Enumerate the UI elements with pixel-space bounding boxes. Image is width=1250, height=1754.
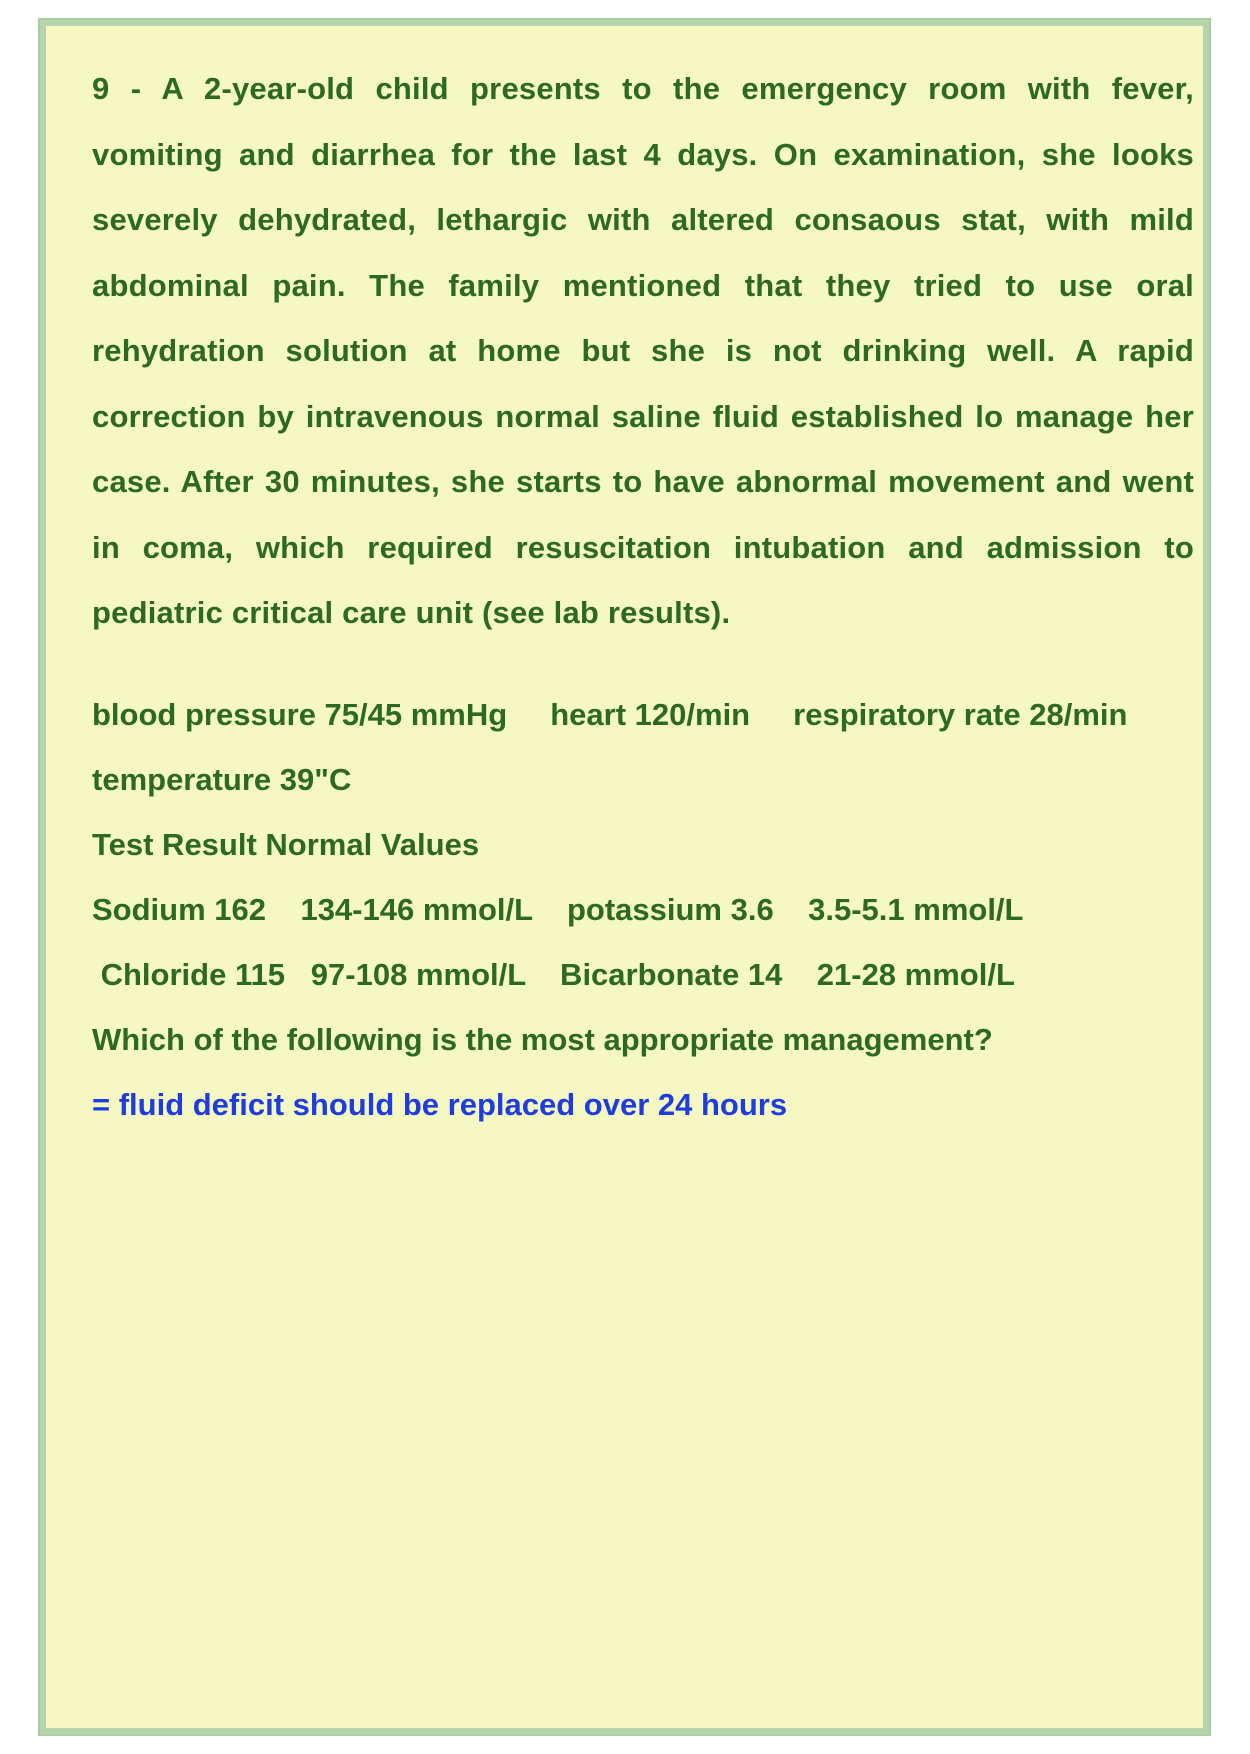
lab-row-2: Chloride 115 97-108 mmol/L Bicarbonate 14 21-28 mmol/L: [92, 956, 1015, 992]
lab-table-header: Test Result Normal Values: [92, 826, 480, 862]
question-card: [38, 18, 1211, 1736]
vitals-line-2: temperature 39"C: [92, 761, 352, 797]
question-prompt: Which of the following is the most appropriate management?: [92, 1021, 993, 1057]
vitals-line-1: blood pressure 75/45 mmHg heart 120/min respiratory rate 28/min: [92, 696, 1128, 732]
answer-text: = fluid deficit should be replaced over 24 hours: [92, 1086, 788, 1122]
lab-row-1: Sodium 162 134-146 mmol/L potassium 3.6 3.5-5.1 mmol/L: [92, 891, 1024, 927]
question-stem: 9 - A 2-year-old child presents to the emergency room with fever, vomiting and diarrhea for the last 4 days. On examination, she looks severely dehydrated, lethargic with altered consaous stat, with mild abdominal pain. The family mentioned that they tried to use oral rehydration solution at home but she is not drinking well. A rapid correction by intravenous normal saline fluid established lo manage her case. After 30 minutes, she starts to have abnormal movement and went in coma, which required resuscitation intubation and admission to pediatric critical care unit (see lab results).: [92, 71, 1194, 630]
question-content: [92, 56, 1194, 1137]
